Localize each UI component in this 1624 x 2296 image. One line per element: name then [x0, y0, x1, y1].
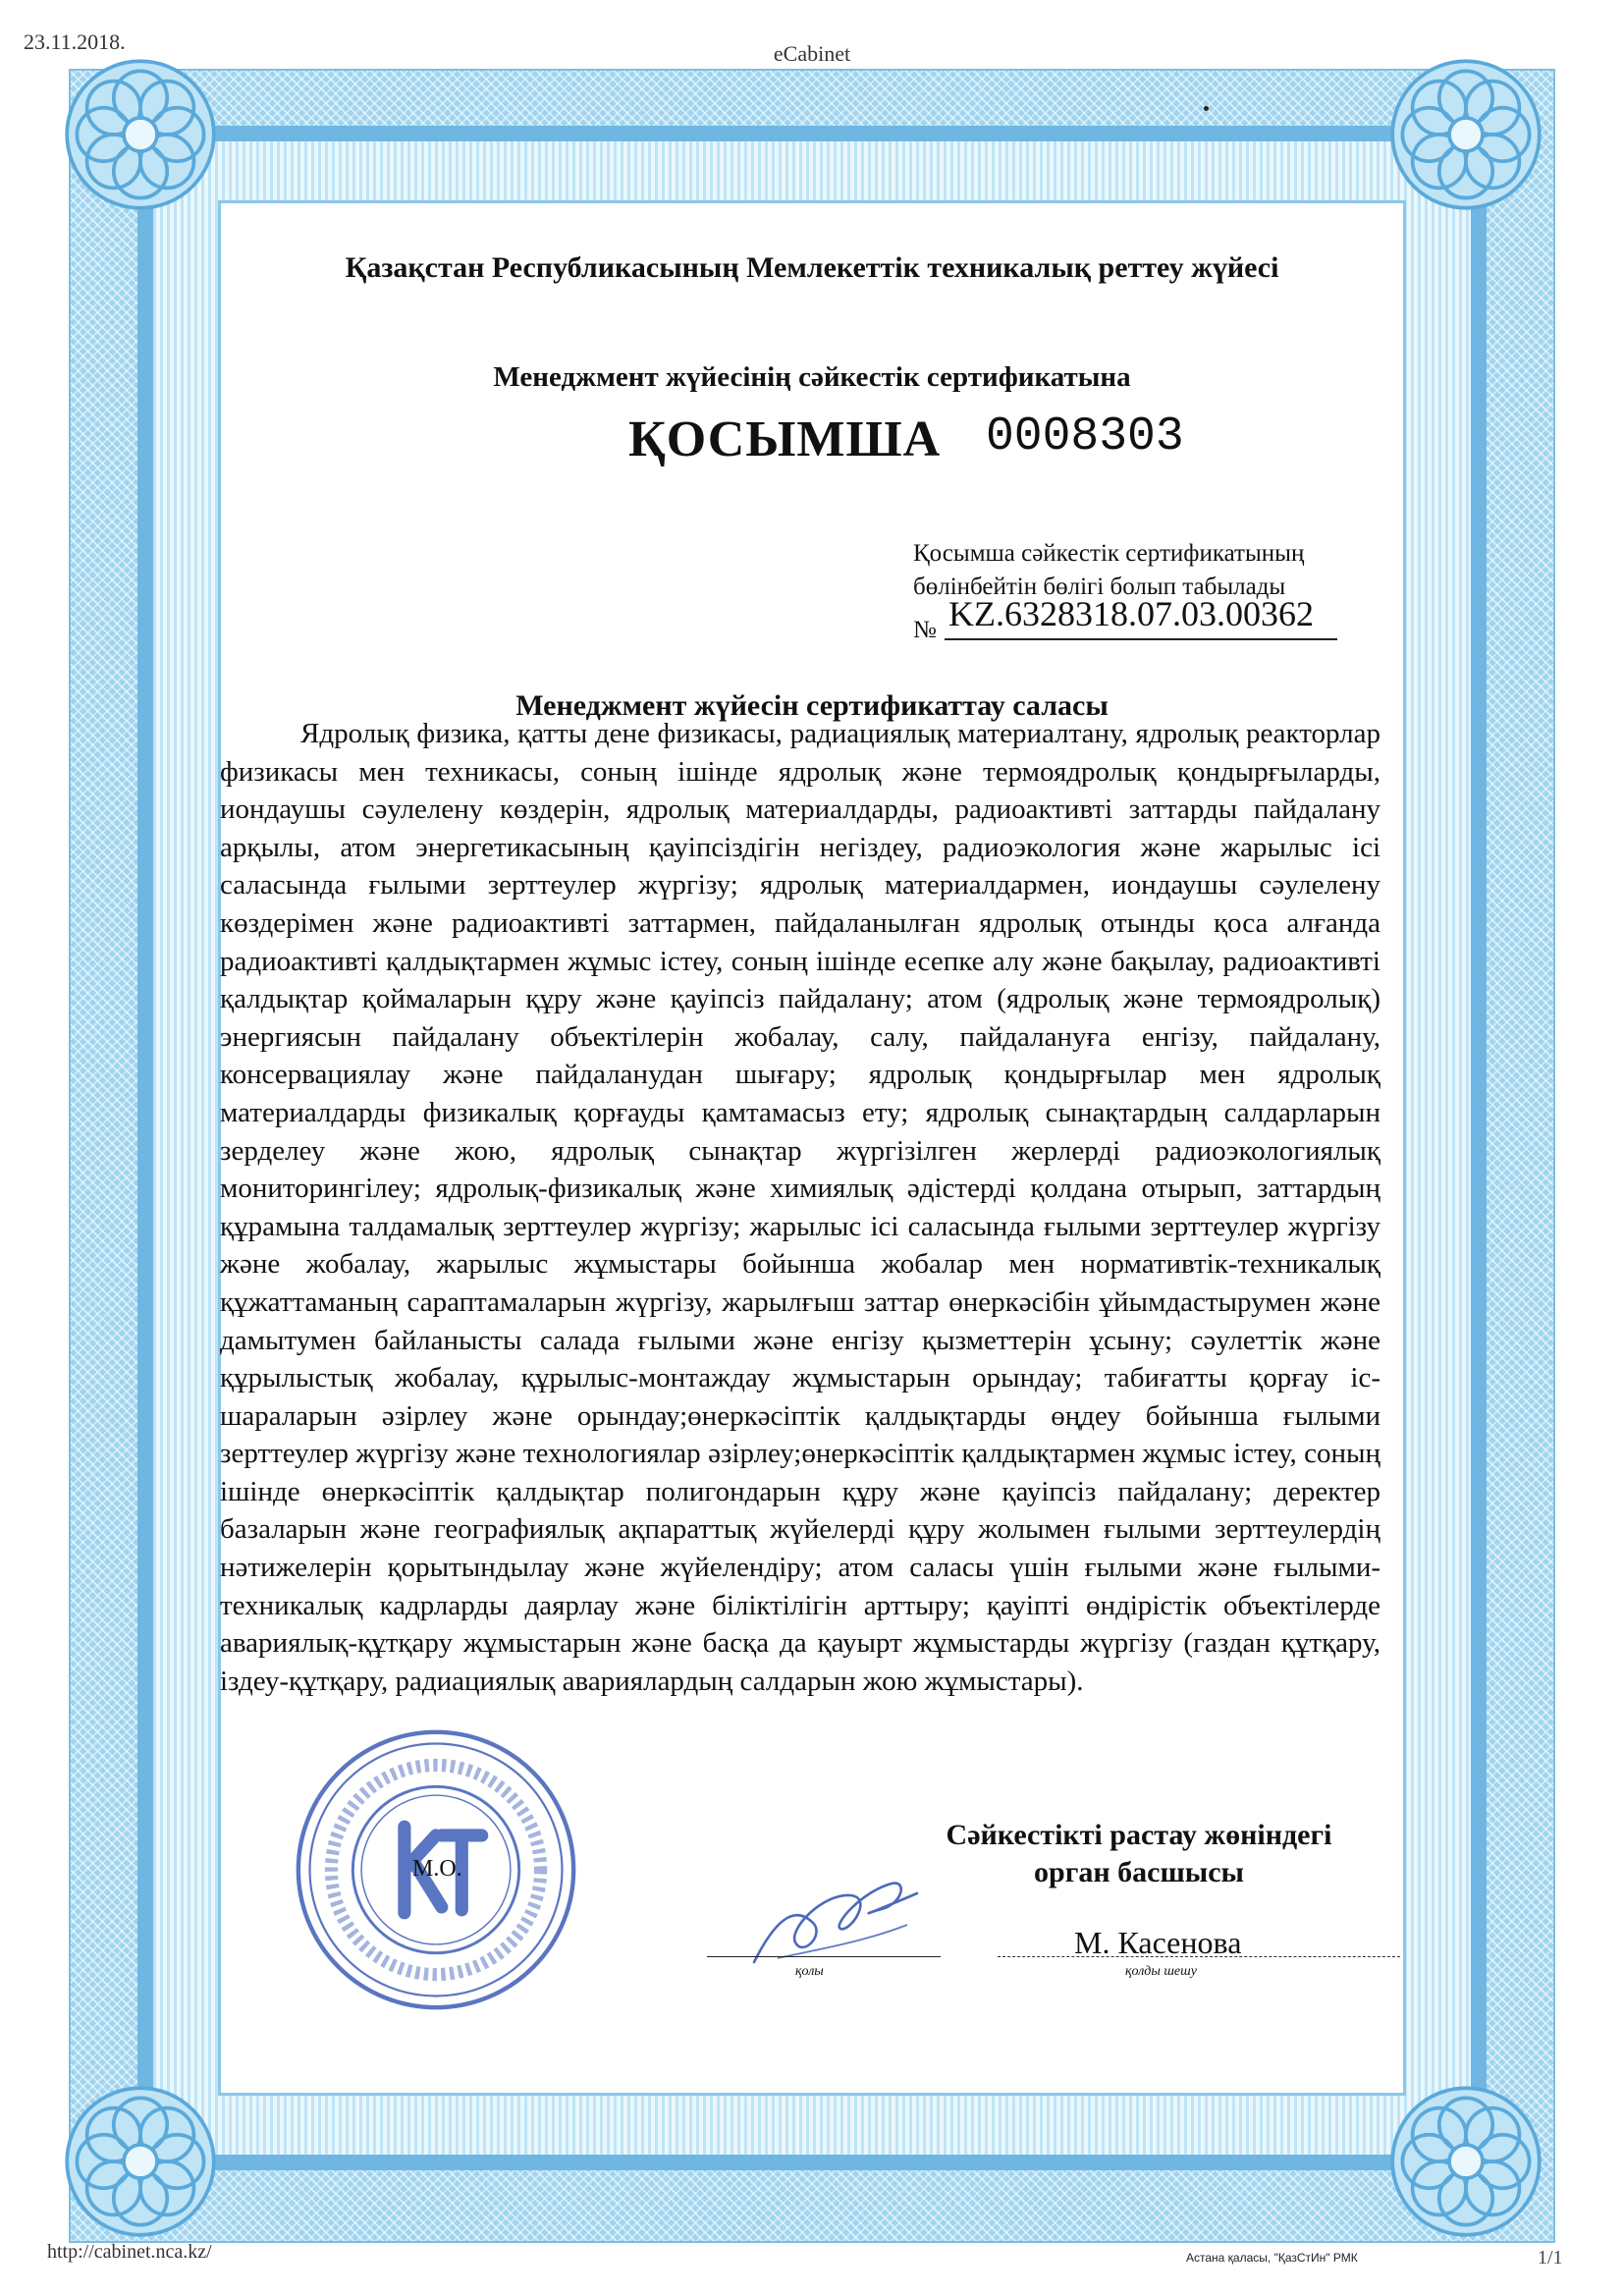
print-date: 23.11.2018.	[24, 29, 126, 54]
corner-rosette-icon	[57, 2078, 224, 2245]
appendix-note-line1: Қосымша сәйкестік сертификатының	[913, 540, 1305, 567]
appendix-number: 0008303	[986, 410, 1184, 464]
scope-text: Ядролық физика, қатты дене физикасы, радиациялық материалтану, ядролық реакторлар физикасы мен техникасы, соның ішінде ядролық және термоядролық қондырғыларды, иондаушы сәулелену көздерін, ядролық материалдарды, радиоактивті заттарды пайдалану арқылы, атом энергетикасының қауіпсіздігін негіздеу, радиоэкология және жарылыс ісі саласында ғылыми зерттеулер жүргізу; ядролық материалдармен, иондаушы сәулелену көздерімен және радиоактивті заттармен, пайдаланылған ядролық отынды қоса алғанда радиоактивті қалдықтармен жұмыс істеу, соның ішінде есепке алу және бақылау, радиоактивті қалдықтар қоймаларын құру және қауіпсіз пайдалану; атом (ядролық және термоядролық) энергиясын пайдалану объектілерін жобалау, салу, пайдалануға енгізу, пайдалану, консервациялау және пайдаланудан шығару; ядролық қондырғылар мен ядролық материалдарды физикалық қорғауды қамтамасыз ету; ядролық сынақтардың салдарларын зерделеу және жою, ядролық сынақтар жүргізілген жерлерді радиоэкологиялық мониторингілеу; ядролық-физикалық және химиялық әдістерді қолдана отырып, заттардың құрамына талдамалық зерттеулер жүргізу; жарылыс ісі саласында ғылыми зерттеулер жүргізу және жобалау, жарылыс жұмыстары бойынша жобалар мен нормативтік-техникалық құжаттаманың сараптамаларын жүргізу, жарылғыш заттар өнеркәсібін ұйымдастырумен және дамытумен байланысты салада ғылыми және енгізу қызметтерін ұсыну; сәулеттік және құрылыстық жобалау, құрылыс-монтаждау жұмыстарын орындау; табиғатты қорғау іс-шараларын әзірлеу және орындау;өнеркәсіптік қалдықтарды өңдеу бойынша ғылыми зерттеулер жүргізу және технологиялар әзірлеу;өнеркәсіптік қалдықтармен жұмыс істеу, соның ішінде өнеркәсіптік қалдықтар полигондарын құру және қауіпсіз пайдалану; деректер базаларын және географиялық ақпараттық жүйелерді құру жолымен ғылыми зерттеулердің нәтижелерін қорытындылау және жүйелендіру; атом саласы үшін ғылыми және ғылыми-техникалық кадрларды даярлау және біліктілігін арттыру; қауіпті өндірістік объектілерде авариялық-құтқару жұмыстарын және басқа да қауырт жұмыстарды жүргізу (газдан құтқару, іздеу-құтқару, радиациялық авариялардың салдарын жою жұмыстары).	[220, 718, 1380, 1697]
appendix-note-line2: бөлінбейтін бөлігі болып табылады	[913, 574, 1286, 600]
handwritten-signature-icon	[734, 1864, 931, 1982]
certificate-subheading: Менеджмент жүйесінің сәйкестік сертификатына	[493, 361, 1131, 393]
certificate-heading: Қазақстан Республикасының Мемлекеттік техникалық реттеу жүйесі	[345, 251, 1279, 284]
print-page-number: 1/1	[1538, 2247, 1563, 2269]
signatory-org-line1: Сәйкестікті растау жөніндегі	[946, 1819, 1332, 1851]
appendix-label: ҚОСЫМША	[628, 411, 942, 467]
corner-rosette-icon	[57, 51, 224, 218]
signature-caption: қолы	[795, 1964, 824, 1979]
scope-heading: Менеджмент жүйесін сертификаттау саласы	[515, 689, 1109, 722]
speck-mark	[1204, 106, 1209, 111]
registration-number: KZ.6328318.07.03.00362	[948, 594, 1314, 633]
print-url: http://cabinet.nca.kz/	[47, 2241, 212, 2263]
signatory-org-line2: орган басшысы	[1034, 1856, 1244, 1888]
stamp-place-label: М.О.	[412, 1856, 462, 1882]
registration-number-underline	[945, 638, 1337, 640]
name-caption: қолды шешу	[1125, 1964, 1197, 1979]
corner-rosette-icon	[1382, 2078, 1549, 2245]
print-publisher: Астана қаласы, "ҚазСтИн" РМК	[1186, 2251, 1358, 2265]
number-sign: №	[913, 617, 937, 643]
print-page-title: eCabinet	[773, 41, 851, 66]
signatory-name: М. Касенова	[1074, 1925, 1242, 1960]
corner-rosette-icon	[1382, 51, 1549, 218]
signature-line	[707, 1956, 941, 1957]
